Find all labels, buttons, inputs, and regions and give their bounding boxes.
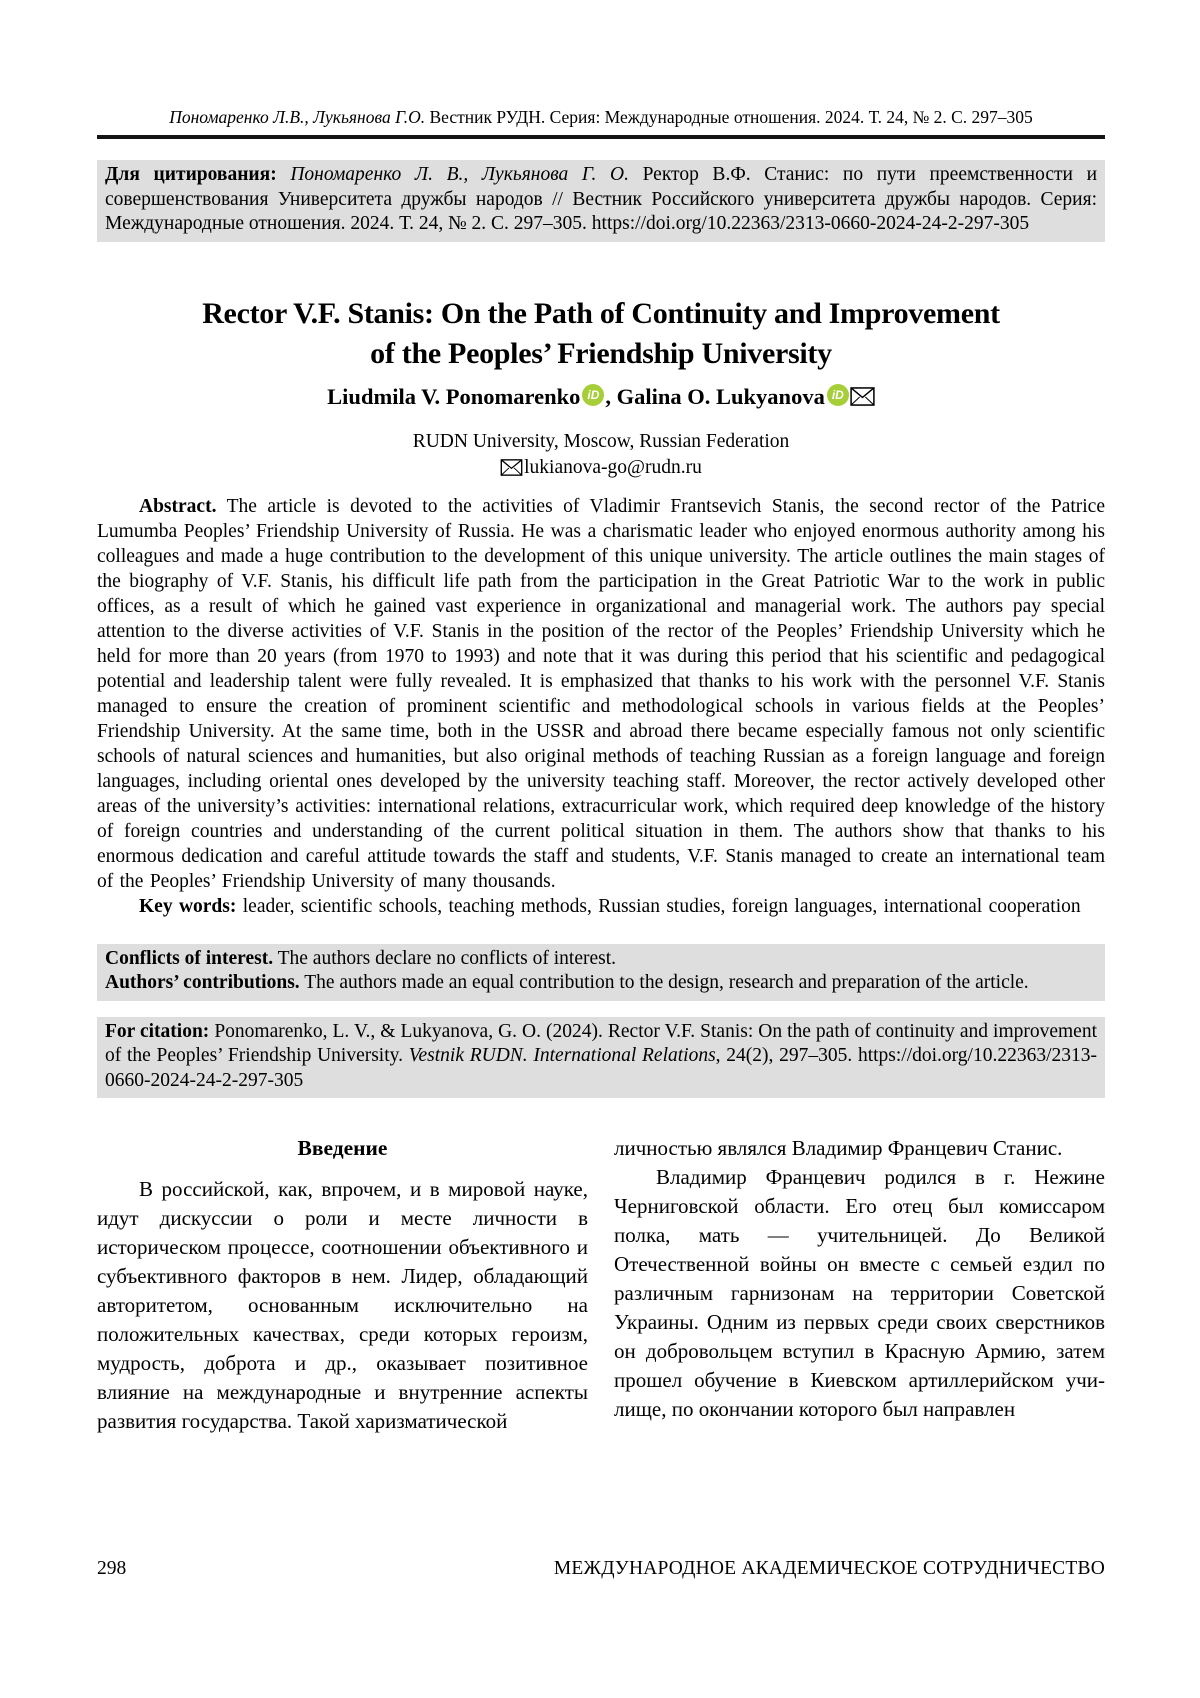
- envelope-icon[interactable]: [500, 459, 523, 476]
- column-right: [614, 1134, 1105, 1436]
- orcid-icon-label: iD: [587, 387, 600, 402]
- citation-ru-authors: Пономаренко Л. В., Лукьянова Г. О.: [290, 164, 629, 185]
- introduction-section: [97, 1134, 1105, 1436]
- introduction-heading: Введение: [297, 1136, 388, 1160]
- keywords-paragraph: [97, 894, 1105, 919]
- contributions-text: The authors made an equal contribution to the design, research and preparation of the article.: [304, 972, 1029, 993]
- ethics-box: [97, 944, 1105, 1001]
- author-name-2: Galina O. Lukyanova: [616, 383, 825, 409]
- page-number: 298: [97, 1558, 127, 1579]
- running-head: [97, 0, 1105, 127]
- footer-section-title: МЕЖДУНАРОДНОЕ АКАДЕМИЧЕСКОЕ СОТРУДНИЧЕСТВО: [553, 1558, 1105, 1579]
- author-name-1: Liudmila V. Ponomarenko: [327, 383, 581, 409]
- contributions-label: Authors’ contributions.: [105, 972, 300, 993]
- article-title: [97, 294, 1105, 374]
- citation-ru-label: Для цитирования:: [105, 164, 277, 185]
- page-content: [97, 0, 1105, 1436]
- envelope-icon[interactable]: [850, 387, 875, 406]
- citation-ru-text: Ректор В.Ф. Станис: по пути преемственности и совершенствования Университета дружбы народов // Вестник Российского университета дружбы народов. Серия: Международные отношения. 2024. Т. 24, № 2. С. 297–305. https://doi.org/10.22363/2313-0660-2024-24-2-297-305: [105, 164, 1098, 234]
- keywords-label: Key words:: [139, 895, 237, 917]
- header-rule: [97, 135, 1105, 139]
- introduction-paragraph-2: Владимир Францевич родился в г. Нежине Черниговской области. Его отец был комиссаром полка, мать — учительницей. До Великой Отечественной войны он вместе с семьей ездил по различным гарнизонам на территории Советской Украины. Одним из первых среди своих сверстников он добровольцем вступил в Красную Армию, затем прошел обучение в Киевском артиллерийском училище, по окончании которого был направлен: [614, 1165, 1105, 1421]
- introduction-paragraph-1-continued: личностью являлся Владимир Францевич Станис.: [614, 1136, 1063, 1160]
- abstract-paragraph: [97, 494, 1105, 894]
- article-title-line1: Rector V.F. Stanis: On the Path of Continuity and Improvement: [202, 296, 1000, 330]
- email-address[interactable]: lukianova-go@rudn.ru: [524, 456, 702, 478]
- orcid-icon[interactable]: [582, 384, 604, 406]
- citation-ru-box: [97, 160, 1105, 242]
- conflicts-line: [105, 947, 1097, 972]
- orcid-icon[interactable]: [827, 384, 849, 406]
- orcid-icon-label: iD: [831, 387, 844, 402]
- page-footer: [97, 1558, 1105, 1580]
- article-title-line2: of the Peoples’ Friendship University: [370, 336, 832, 370]
- email-line: [97, 456, 1105, 480]
- citation-en-box: [97, 1017, 1105, 1099]
- affiliation: RUDN University, Moscow, Russian Federation: [412, 430, 790, 452]
- keywords-text: leader, scientific schools, teaching methods, Russian studies, foreign languages, international cooperation: [242, 895, 1081, 917]
- authors-separator: ,: [605, 383, 617, 409]
- authors-line: [97, 382, 1105, 412]
- contributions-line: [105, 971, 1097, 996]
- citation-en-journal: Vestnik RUDN. International Relations: [408, 1045, 716, 1066]
- column-left: [97, 1134, 588, 1436]
- conflicts-label: Conflicts of interest.: [105, 947, 274, 969]
- abstract-label: Abstract.: [139, 495, 217, 517]
- abstract-text: The article is devoted to the activities of Vladimir Frantsevich Stanis, the second rector of the Patrice Lumumba Peoples’ Friendship University of Russia. He was a charismatic leader who enjoyed enormous authority among his colleagues and made a huge contribution to the development of this unique university. The article outlines the main stages of the biography of V.F. Stanis, his difficult life path from the participation in the Great Patriotic War to the work in public offices, as a result of which he gained vast experience in organizational and managerial work. The authors pay special attention to the diverse activities of V.F. Stanis in the position of the rector of the Peoples’ Friendship University which he held for more than 20 years (from 1970 to 1993) and note that it was during this period that his scientific and pedagogical potential and leadership talent were fully revealed. It is emphasized that thanks to his work with the personnel V.F. Stanis managed to ensure the creation of prominent scientific and methodological schools in various fields at the Peoples’ Friendship University. At the same time, both in the USSR and abroad there became especially famous not only scientific schools of natural sciences and humanities, but also original methods of teaching Russian as a foreign language and foreign languages, including oriental ones developed by the university teaching staff. Moreover, the rector actively developed other areas of the university’s activities: international relations, extracurricular work, which required deep knowledge of the history of foreign countries and understanding of the current political situation in them. The authors show that thanks to his enormous dedication and careful attitude towards the staff and students, V.F. Stanis managed to create an international team of the Peoples’ Friendship University of many thousands.: [97, 495, 1105, 892]
- citation-en-text-start: Ponomarenko, L. V., & Lukyanova, G. O. (2024). Rector V.F. Stanis: On the path of continuity and improvement of the Peoples’ Friendship University.: [105, 1020, 1098, 1066]
- running-head-journal: Вестник РУДН. Серия: Международные отношения. 2024. Т. 24, № 2. С. 297–305: [429, 107, 1033, 127]
- citation-en-label: For citation:: [105, 1020, 210, 1042]
- running-head-authors: Пономаренко Л.В., Лукьянова Г.О.: [169, 107, 426, 127]
- introduction-paragraph-1: В российской, как, впрочем, и в мировой науке, идут дискуссии о роли и месте личности в историческом процессе, соотношении объективного и субъективного факторов в нем. Лидер, обладающий авторитетом, основанным исключительно на положительных качествах, среди которых героизм, мудрость, доброта и др., оказывает позитивное влияние на международные и внутренние аспекты развития государства. Такой харизматической: [97, 1177, 588, 1433]
- conflicts-text: The authors declare no conflicts of interest.: [277, 947, 617, 969]
- citation-en-text-end: , 24(2), 297–305. https://doi.org/10.22363/2313-0660-2024-24-2-297-305: [105, 1045, 1098, 1091]
